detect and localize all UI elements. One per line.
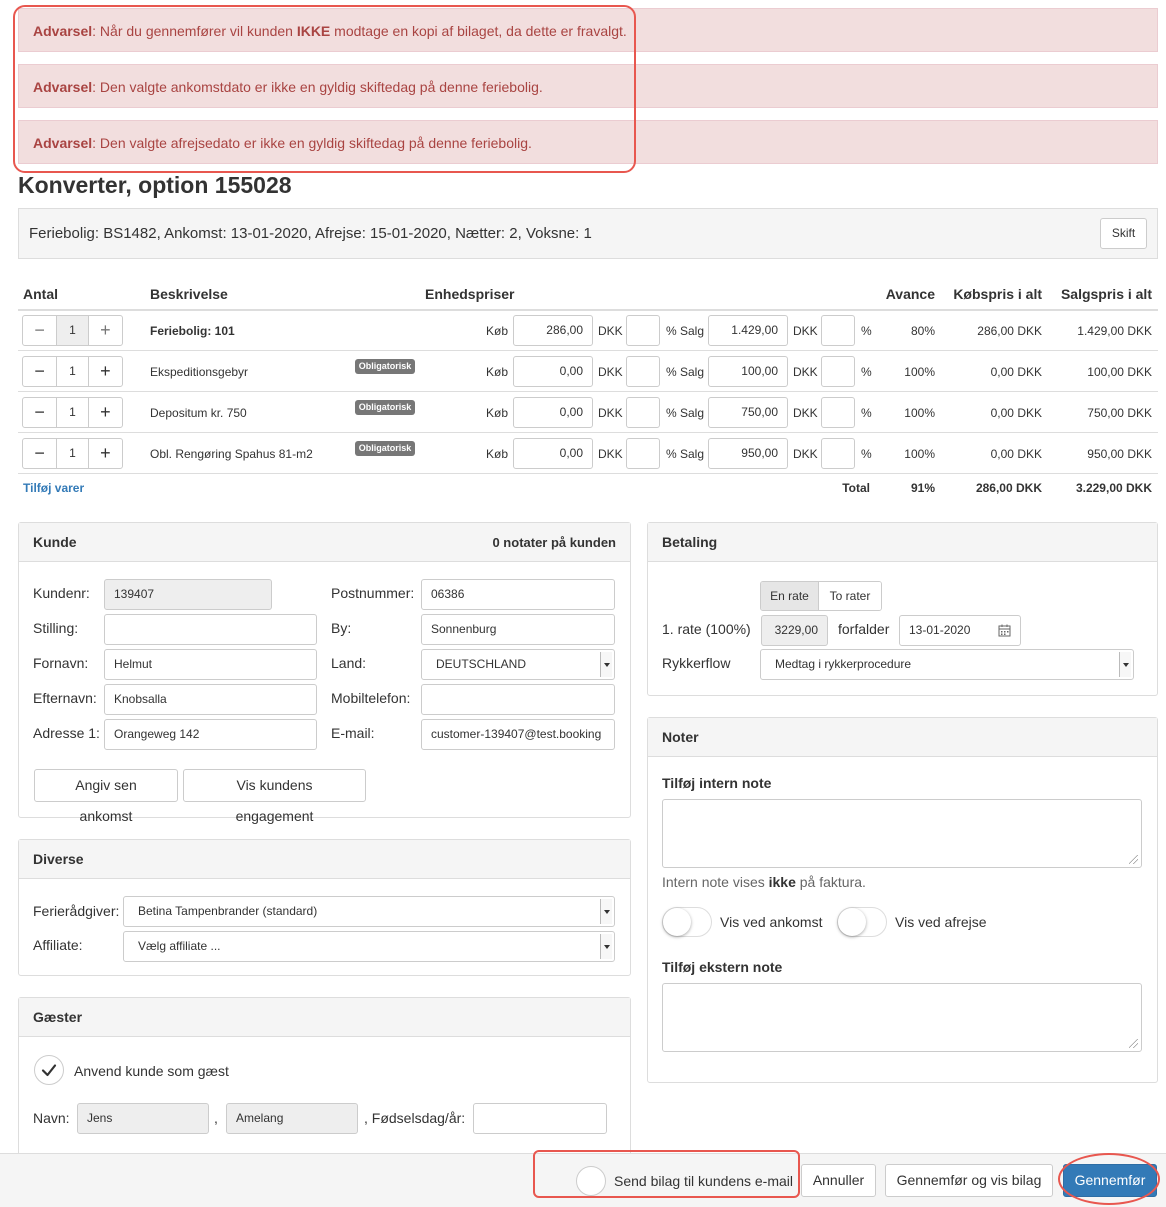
en-rate-option[interactable]: En rate [761, 582, 819, 610]
name-separator: , [214, 1110, 218, 1126]
kob-pct-input[interactable] [626, 397, 660, 428]
annotation-send-bilag-highlight [533, 1150, 800, 1198]
by-input[interactable]: Sonnenburg [421, 614, 615, 645]
postnummer-label: Postnummer: [331, 585, 415, 601]
diverse-panel-header [19, 840, 630, 879]
page-title: Konverter, option 155028 [18, 172, 292, 198]
fodselsdag-label: , Fødselsdag/år: [364, 1110, 466, 1126]
customer-notes-count[interactable]: 0 notater på kunden [492, 535, 616, 550]
kob-label: Køb [486, 406, 509, 420]
customer-engagement-button[interactable]: Vis kundens engagement [183, 769, 366, 802]
land-value: DEUTSCHLAND [436, 657, 527, 671]
total-salgspris: 3.229,00 DKK [1075, 481, 1152, 495]
plus-icon[interactable]: + [100, 320, 111, 340]
salg-price-input[interactable]: 100,00 [708, 356, 788, 387]
total-label: Total [842, 481, 870, 495]
guest-first-name[interactable]: Jens [77, 1103, 209, 1134]
avance-value: 80% [910, 324, 935, 338]
use-customer-as-guest-label: Anvend kunde som gæst [74, 1063, 229, 1079]
qty-stepper[interactable] [22, 356, 123, 387]
vis-ved-afrejse-label: Vis ved afrejse [895, 914, 987, 930]
alert-prefix: Advarsel [33, 79, 93, 95]
use-customer-as-guest-checkbox[interactable] [34, 1055, 64, 1085]
salg-pct-input[interactable] [821, 438, 855, 469]
gennemfor-button[interactable]: Gennemfør [1063, 1164, 1157, 1197]
betaling-title: Betaling [662, 534, 718, 550]
annuller-button[interactable]: Annuller [801, 1164, 876, 1197]
rykkerflow-label: Rykkerflow [662, 655, 731, 671]
stilling-input[interactable] [104, 614, 317, 645]
annotation-alerts-highlight [13, 5, 636, 173]
avance-value: 100% [904, 447, 935, 461]
navn-label: Navn: [33, 1110, 70, 1126]
ferieradgiver-value: Betina Tampenbrander (standard) [138, 904, 318, 918]
qty-value[interactable]: 1 [56, 398, 88, 427]
minus-icon[interactable]: − [34, 361, 45, 381]
salg-label: % Salg [666, 447, 705, 461]
salg-pct-input[interactable] [821, 397, 855, 428]
mobil-input[interactable] [421, 684, 615, 715]
minus-icon[interactable]: − [34, 443, 45, 463]
ekstern-note-textarea[interactable] [662, 983, 1142, 1052]
adresse-input[interactable]: Orangeweg 142 [104, 719, 317, 750]
vis-ved-ankomst-toggle[interactable] [662, 907, 712, 937]
total-avance: 91% [910, 481, 935, 495]
alert-no-copy: Advarsel: Når du gennemfører vil kunden IKKE modtage en kopi af bilaget, da dette er fravalgt. [18, 8, 1158, 52]
kob-price-input[interactable]: 0,00 [513, 397, 593, 428]
intern-note-textarea[interactable] [662, 799, 1142, 868]
obligatorisk-badge: Obligatorisk [355, 359, 415, 374]
pct-label: % [861, 324, 872, 338]
dkk-label: DKK [793, 406, 818, 420]
ferieradgiver-select[interactable] [123, 896, 615, 927]
kob-pct-input[interactable] [626, 315, 660, 346]
chevron-down-icon [600, 934, 612, 959]
alert-prefix: Advarsel [33, 135, 93, 151]
kob-pct-input[interactable] [626, 438, 660, 469]
email-label: E-mail: [331, 725, 375, 741]
add-items-link[interactable]: Tilføj varer [23, 481, 85, 495]
gaester-title: Gæster [33, 1009, 83, 1025]
land-select[interactable] [421, 649, 615, 680]
kunde-title: Kunde [33, 534, 77, 550]
salg-price-input[interactable]: 950,00 [708, 438, 788, 469]
booking-summary: Feriebolig: BS1482, Ankomst: 13-01-2020, Afrejse: 15-01-2020, Nætter: 2, Voksne: 1 [29, 225, 592, 242]
kob-label: Køb [486, 447, 509, 461]
plus-icon[interactable]: + [100, 361, 111, 381]
intern-note-label: Tilføj intern note [662, 775, 772, 791]
kob-pct-input[interactable] [626, 356, 660, 387]
salg-label: % Salg [666, 365, 705, 379]
affiliate-label: Affiliate: [33, 937, 83, 953]
rate-amount-input: 3229,00 [761, 615, 828, 646]
salgspris-value: 750,00 DKK [1087, 406, 1152, 420]
ekstern-note-label: Tilføj ekstern note [662, 959, 783, 975]
chevron-down-icon [600, 652, 612, 677]
skift-button[interactable]: Skift [1100, 218, 1147, 249]
total-kobspris: 286,00 DKK [975, 481, 1042, 495]
dkk-label: DKK [793, 365, 818, 379]
kobspris-value: 0,00 DKK [990, 447, 1042, 461]
alert-departure-date: Advarsel: Den valgte afrejsedato er ikke en gyldig skiftedag på denne feriebolig. [18, 120, 1158, 164]
kundenr-input: 139407 [104, 579, 272, 610]
item-description: Ekspeditionsgebyr [150, 365, 249, 379]
kob-price-input[interactable]: 286,00 [513, 315, 593, 346]
row-divider [18, 391, 1158, 392]
fornavn-input[interactable]: Helmut [104, 649, 317, 680]
gennemfor-vis-bilag-button[interactable]: Gennemfør og vis bilag [885, 1164, 1053, 1197]
pct-label: % [861, 447, 872, 461]
kob-price-input[interactable]: 0,00 [513, 438, 593, 469]
alert-prefix: Advarsel [33, 23, 93, 39]
affiliate-value: Vælg affiliate ... [138, 939, 221, 953]
betaling-panel-header [648, 523, 1157, 562]
salg-label: % Salg [666, 324, 705, 338]
fodselsdag-input[interactable] [473, 1103, 607, 1134]
forfalder-label: forfalder [838, 621, 890, 637]
postnummer-input[interactable]: 06386 [421, 579, 615, 610]
gaester-panel-header [19, 998, 630, 1037]
obligatorisk-badge: Obligatorisk [355, 441, 415, 456]
row-divider [18, 473, 1158, 474]
chevron-down-icon [600, 899, 612, 924]
avance-value: 100% [904, 365, 935, 379]
salgspris-value: 950,00 DKK [1087, 447, 1152, 461]
col-avance: Avance [885, 286, 935, 302]
due-date-input[interactable] [899, 615, 1021, 646]
annotation-gennemfor-highlight [1058, 1153, 1160, 1205]
row-divider [18, 432, 1158, 433]
col-enhedspriser: Enhedspriser [425, 286, 515, 302]
salg-pct-input[interactable] [821, 356, 855, 387]
affiliate-select[interactable] [123, 931, 615, 962]
chevron-down-icon [1119, 652, 1131, 677]
alert-arrival-date: Advarsel: Den valgte ankomstdato er ikke en gyldig skiftedag på denne feriebolig. [18, 64, 1158, 108]
qty-stepper[interactable] [22, 438, 123, 469]
late-arrival-button[interactable]: Angiv sen ankomst [34, 769, 178, 802]
table-header-divider [18, 309, 1158, 311]
salgspris-value: 1.429,00 DKK [1077, 324, 1152, 338]
booking-infobar [18, 208, 1158, 259]
kobspris-value: 286,00 DKK [977, 324, 1042, 338]
adresse-label: Adresse 1: [33, 725, 100, 741]
item-description: Depositum kr. 750 [150, 406, 247, 420]
noter-title: Noter [662, 729, 699, 745]
qty-value[interactable]: 1 [56, 439, 88, 468]
qty-stepper[interactable] [22, 315, 123, 346]
salg-pct-input[interactable] [821, 315, 855, 346]
qty-stepper[interactable] [22, 397, 123, 428]
dkk-label: DKK [793, 447, 818, 461]
kob-label: Køb [486, 324, 509, 338]
dkk-label: DKK [598, 447, 623, 461]
rykkerflow-select[interactable] [760, 649, 1134, 680]
kobspris-value: 0,00 DKK [990, 406, 1042, 420]
item-description: Obl. Rengøring Spahus 81-m2 [150, 447, 313, 461]
vis-ved-afrejse-toggle[interactable] [837, 907, 887, 937]
item-description: Feriebolig: 101 [150, 324, 235, 338]
col-beskrivelse: Beskrivelse [150, 286, 228, 302]
guest-last-name[interactable]: Amelang [226, 1103, 358, 1134]
kob-label: Køb [486, 365, 509, 379]
col-kobspris: Købspris i alt [953, 286, 1042, 302]
send-bilag-label: Send bilag til kundens e-mail [614, 1173, 793, 1189]
minus-icon[interactable]: − [34, 320, 45, 340]
kunde-panel-header [19, 523, 630, 562]
minus-icon[interactable]: − [34, 402, 45, 422]
email-input[interactable]: customer-139407@test.booking [421, 719, 615, 750]
efternavn-label: Efternavn: [33, 690, 97, 706]
to-rater-option[interactable]: To rater [819, 582, 881, 610]
rate-label: 1. rate (100%) [662, 621, 751, 637]
noter-panel-header [648, 718, 1157, 757]
mobil-label: Mobiltelefon: [331, 690, 411, 706]
resize-grip-icon[interactable] [1129, 1039, 1138, 1048]
due-date-value: 13-01-2020 [909, 623, 971, 637]
plus-icon[interactable]: + [100, 402, 111, 422]
land-label: Land: [331, 655, 367, 671]
intern-note-hint: Intern note vises ikke på faktura. [662, 874, 866, 890]
salg-label: % Salg [666, 406, 705, 420]
qty-value[interactable]: 1 [56, 357, 88, 386]
salg-price-input[interactable]: 1.429,00 [708, 315, 788, 346]
dkk-label: DKK [598, 324, 623, 338]
qty-value[interactable]: 1 [56, 316, 88, 345]
dkk-label: DKK [598, 406, 623, 420]
salgspris-value: 100,00 DKK [1087, 365, 1152, 379]
kobspris-value: 0,00 DKK [990, 365, 1042, 379]
vis-ved-ankomst-label: Vis ved ankomst [720, 914, 823, 930]
rate-segmented-control[interactable] [760, 581, 882, 611]
resize-grip-icon[interactable] [1129, 855, 1138, 864]
col-antal: Antal [23, 286, 58, 302]
by-label: By: [331, 620, 352, 636]
avance-value: 100% [904, 406, 935, 420]
fornavn-label: Fornavn: [33, 655, 89, 671]
salg-price-input[interactable]: 750,00 [708, 397, 788, 428]
kundenr-label: Kundenr: [33, 585, 90, 601]
row-divider [18, 350, 1158, 351]
dkk-label: DKK [793, 324, 818, 338]
dkk-label: DKK [598, 365, 623, 379]
kob-price-input[interactable]: 0,00 [513, 356, 593, 387]
diverse-title: Diverse [33, 851, 84, 867]
pct-label: % [861, 365, 872, 379]
rykkerflow-value: Medtag i rykkerprocedure [775, 657, 912, 671]
col-salgspris: Salgspris i alt [1060, 286, 1152, 302]
plus-icon[interactable]: + [100, 443, 111, 463]
pct-label: % [861, 406, 872, 420]
efternavn-input[interactable]: Knobsalla [104, 684, 317, 715]
stilling-label: Stilling: [33, 620, 79, 636]
check-icon [35, 1056, 63, 1084]
obligatorisk-badge: Obligatorisk [355, 400, 415, 415]
ferieradgiver-label: Ferierådgiver: [33, 903, 120, 919]
calendar-icon[interactable] [998, 624, 1011, 637]
